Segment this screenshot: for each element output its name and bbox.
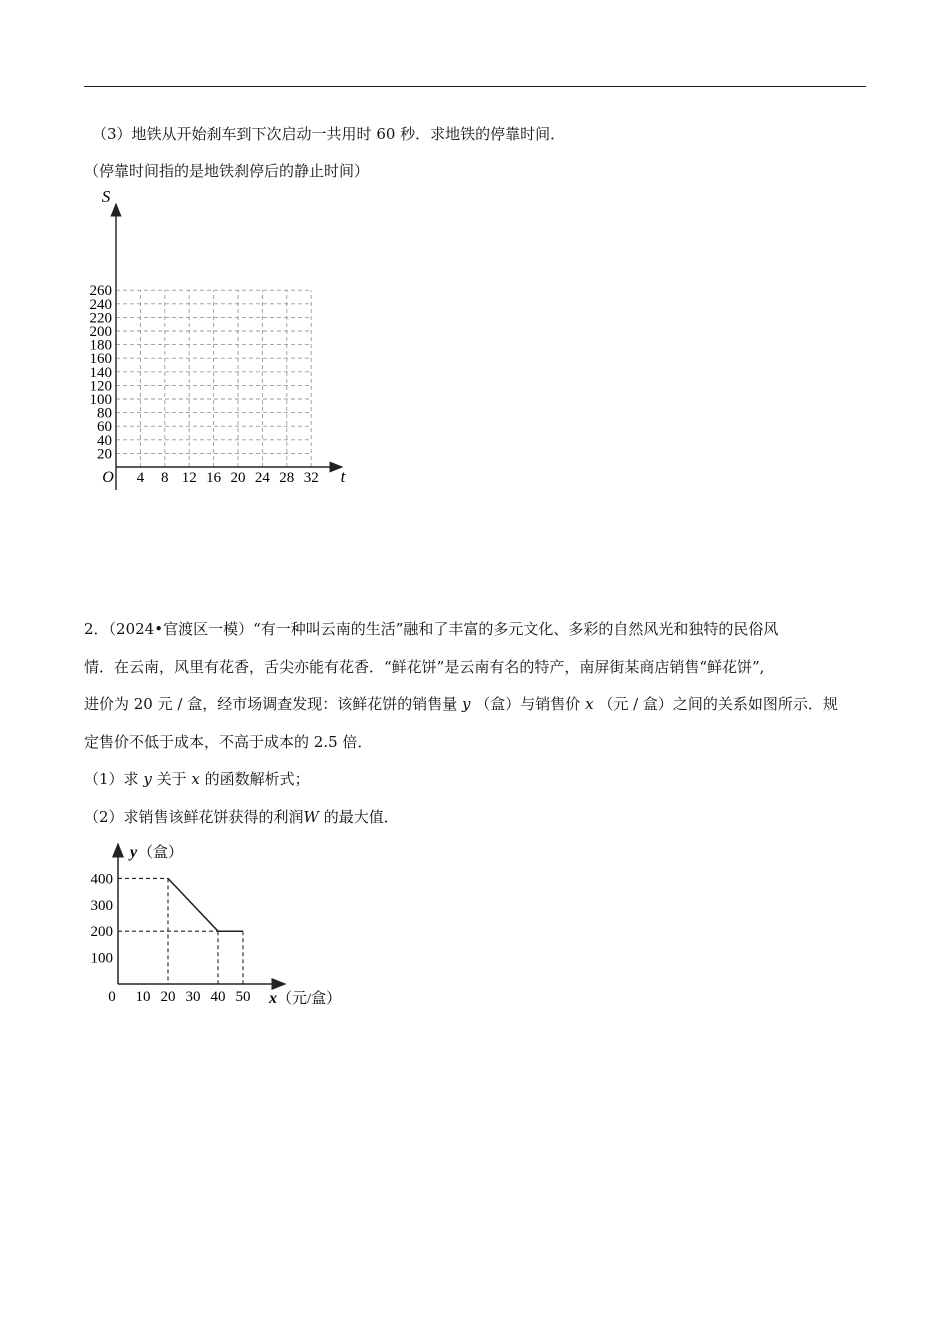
y-tick-label: 140	[89, 364, 112, 381]
x-tick-label: 10	[135, 989, 151, 1005]
problem2-para1: 2．（2024•官渡区一模）“有一种叫云南的生活”融和了丰富的多元文化、多彩的自然风光和独特的民俗风	[84, 620, 779, 638]
x-tick-label: 20	[160, 989, 176, 1005]
y-tick-label: 40	[97, 432, 112, 449]
y-tick-label: 200	[90, 924, 113, 941]
y-tick-label: 100	[90, 950, 113, 967]
y-tick-label: 200	[89, 324, 112, 340]
y-axis-label: S	[101, 187, 111, 206]
var-y: y	[462, 695, 471, 713]
y-tick-label: 260	[89, 283, 112, 300]
x-axis-unit: （元/盒）	[277, 991, 342, 1007]
sub1-var-x: x	[191, 770, 200, 788]
origin-label: O	[102, 469, 114, 486]
y-tick-labels	[91, 871, 114, 966]
problem1-note: （停靠时间指的是地铁刹停后的静止时间）	[84, 162, 370, 180]
problem2-para3-b: （盒）与销售价	[475, 695, 581, 713]
x-axis-label: t	[340, 467, 346, 486]
y-tick-label: 20	[97, 446, 112, 463]
x-tick-label: 40	[210, 989, 226, 1005]
x-axis-var: x	[269, 990, 277, 1007]
x-tick-label: 30	[185, 989, 201, 1005]
y-tick-label: 160	[89, 351, 112, 368]
sub2-var-w: W	[303, 808, 319, 826]
x-tick-label: 32	[303, 470, 319, 486]
x-tick-label: 4	[136, 470, 145, 486]
sub1-var-y: y	[143, 770, 152, 788]
x-tick-label: 12	[181, 470, 197, 486]
problem2-sub2	[84, 807, 399, 827]
function-chart	[80, 838, 380, 1018]
y-tick-label: 60	[97, 419, 112, 436]
var-x: x	[585, 695, 594, 713]
y-tick-label: 240	[89, 296, 112, 313]
x-tick-labels	[136, 989, 251, 1005]
sub1-a: （1）求	[84, 770, 139, 788]
problem2-para3-c: （元 / 盒）之间的关系如图所示．规	[598, 695, 838, 713]
x-tick-label: 20	[230, 470, 246, 486]
data-series	[168, 878, 243, 931]
sub2-b: 的最大值．	[323, 808, 399, 826]
sub2-a: （2）求销售该鲜花饼获得的利润	[84, 808, 304, 826]
y-tick-label: 80	[97, 405, 112, 422]
header-rule	[84, 86, 866, 87]
problem2-sub1	[84, 769, 310, 789]
x-tick-label: 50	[235, 989, 251, 1005]
grid-lines	[116, 290, 311, 467]
problem2-para4: 定售价不低于成本，不高于成本的 2.5 倍．	[84, 733, 373, 751]
y-tick-label: 120	[89, 378, 112, 395]
sub1-b: 关于	[156, 770, 187, 788]
problem2-para3-a: 进价为 20 元 / 盒，经市场调查发现：该鲜花饼的销售量	[84, 695, 458, 713]
x-tick-label: 24	[254, 470, 270, 486]
problem1-part3: （3）地铁从开始刹车到下次启动一共用时 60 秒．求地铁的停靠时间．	[92, 125, 566, 143]
grid-chart	[80, 180, 440, 500]
y-tick-label: 180	[89, 337, 112, 354]
sub1-c: 的函数解析式；	[204, 770, 310, 788]
y-axis-var: y	[130, 844, 138, 861]
y-tick-label: 220	[89, 310, 112, 327]
series-line	[168, 878, 243, 931]
problem2-para2: 情．在云南，风里有花香，舌尖亦能有花香．“鲜花饼”是云南有名的特产，南屏街某商店销售“鲜花饼”,	[84, 658, 765, 676]
y-axis-unit: （盒）	[138, 845, 184, 861]
x-tick-label: 8	[161, 470, 169, 486]
x-tick-label: 16	[206, 470, 222, 486]
x-tick-label: 28	[279, 470, 295, 486]
y-tick-label: 300	[90, 897, 113, 914]
y-tick-labels	[90, 283, 113, 462]
y-tick-label: 400	[90, 871, 113, 888]
origin-label: 0	[108, 989, 116, 1005]
problem2-para3	[84, 694, 838, 714]
x-tick-labels	[137, 470, 319, 486]
y-tick-label: 100	[89, 392, 112, 408]
